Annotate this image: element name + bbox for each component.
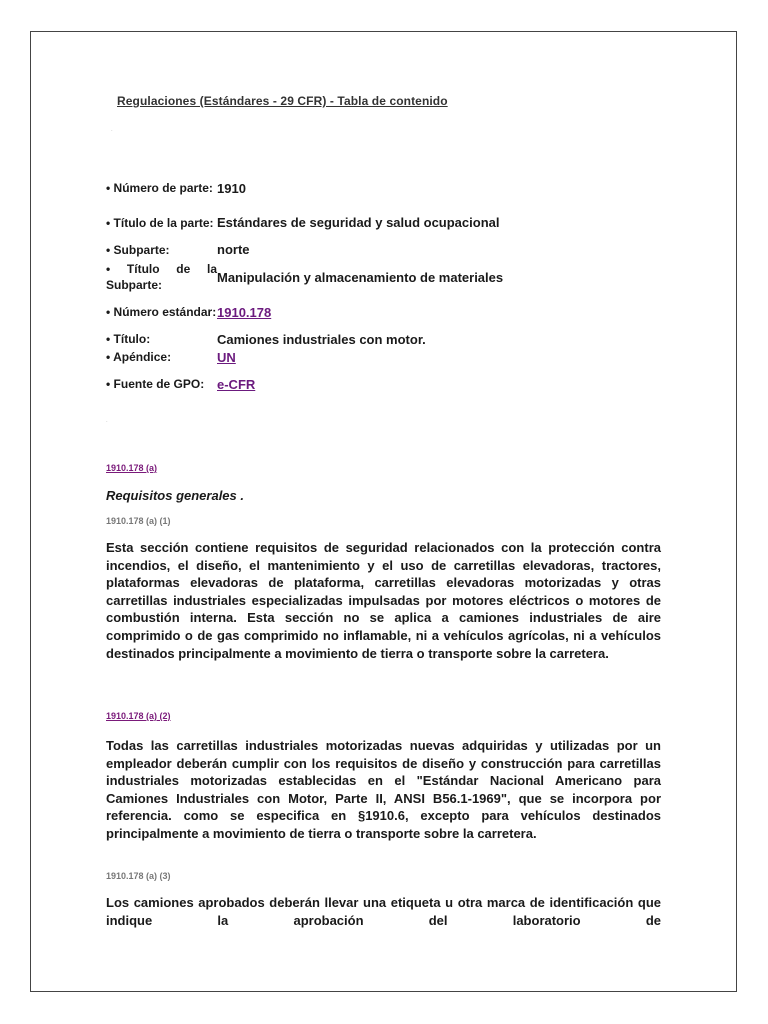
section-a3-ref: 1910.178 (a) (3) <box>106 871 171 881</box>
meta-label: • Título de la parte: <box>106 215 214 230</box>
meta-appendix <box>106 348 576 366</box>
meta-value: Manipulación y almacenamiento de materiales <box>217 269 504 285</box>
meta-value: Estándares de seguridad y salud ocupacional <box>217 215 500 230</box>
section-heading: Requisitos generales . <box>106 488 244 503</box>
meta-value: 1910 <box>217 180 246 196</box>
paragraph-a3: Los camiones aprobados deberán llevar una etiqueta u otra marca de identificación que indique la aprobación del laboratorio de <box>106 895 661 928</box>
meta-value: norte <box>217 242 250 257</box>
meta-subpart-title <box>106 260 576 294</box>
meta-label: • Apéndice: <box>106 350 172 364</box>
section-a-link[interactable]: 1910.178 (a) <box>106 463 158 473</box>
ecfr-link[interactable]: e-CFR <box>217 376 256 392</box>
meta-standard-number <box>106 294 576 330</box>
spacer-dot: . <box>106 418 108 424</box>
appendix-link[interactable]: UN <box>217 349 236 365</box>
meta-value: Camiones industriales con motor. <box>217 331 426 347</box>
meta-part-number <box>106 170 576 206</box>
section-a1-ref: 1910.178 (a) (1) <box>106 516 171 526</box>
meta-part-title <box>106 206 576 239</box>
meta-gpo-source <box>106 366 576 402</box>
spacer-dot: . <box>111 127 113 133</box>
meta-label: • Título: <box>106 332 151 346</box>
meta-subpart <box>106 239 576 260</box>
paragraph-a1: Esta sección contiene requisitos de seguridad relacionados con la protección contra incendios, el diseño, el mantenimiento y el uso de carretillas elevadoras, tractores, plataformas elevadoras de plataforma, carretillas elevadoras motorizadas y otras carretillas industriales especializadas impulsadas por motores eléctricos o motores de combustión interna. Esta sección no se aplica a camiones industriales de aire comprimido o de gas comprimido no inflamable, ni a vehículos agrícolas, ni a vehículos destinados principalmente a movimiento de tierra o transporte sobre la carretera. <box>106 540 661 661</box>
meta-label: • Título de la Subparte: <box>106 262 217 292</box>
standard-number-link[interactable]: 1910.178 <box>217 304 272 320</box>
paragraph-a2: Todas las carretillas industriales motorizadas nuevas adquiridas y utilizadas por un empleador deberán cumplir con los requisitos de diseño y construcción para carretillas industriales motorizadas establecidas en el "Estándar Nacional Americano para Camiones Industriales con Motor, Parte II, ANSI B56.1-1969", que se incorpora por referencia. como se especifica en §1910.6, excepto para vehículos destinados principalmente a movimiento de tierra o transporte sobre la carretera. <box>106 738 661 841</box>
metadata-list <box>106 170 576 402</box>
meta-label: • Número de parte: <box>106 181 213 195</box>
section-a2-link[interactable]: 1910.178 (a) (2) <box>106 711 171 721</box>
meta-title <box>106 330 576 348</box>
meta-label: • Número estándar: <box>106 305 217 319</box>
meta-label: • Subparte: <box>106 242 170 257</box>
breadcrumb-link[interactable]: Regulaciones (Estándares - 29 CFR) - Tabla de contenido <box>117 94 448 108</box>
meta-label: • Fuente de GPO: <box>106 377 205 391</box>
